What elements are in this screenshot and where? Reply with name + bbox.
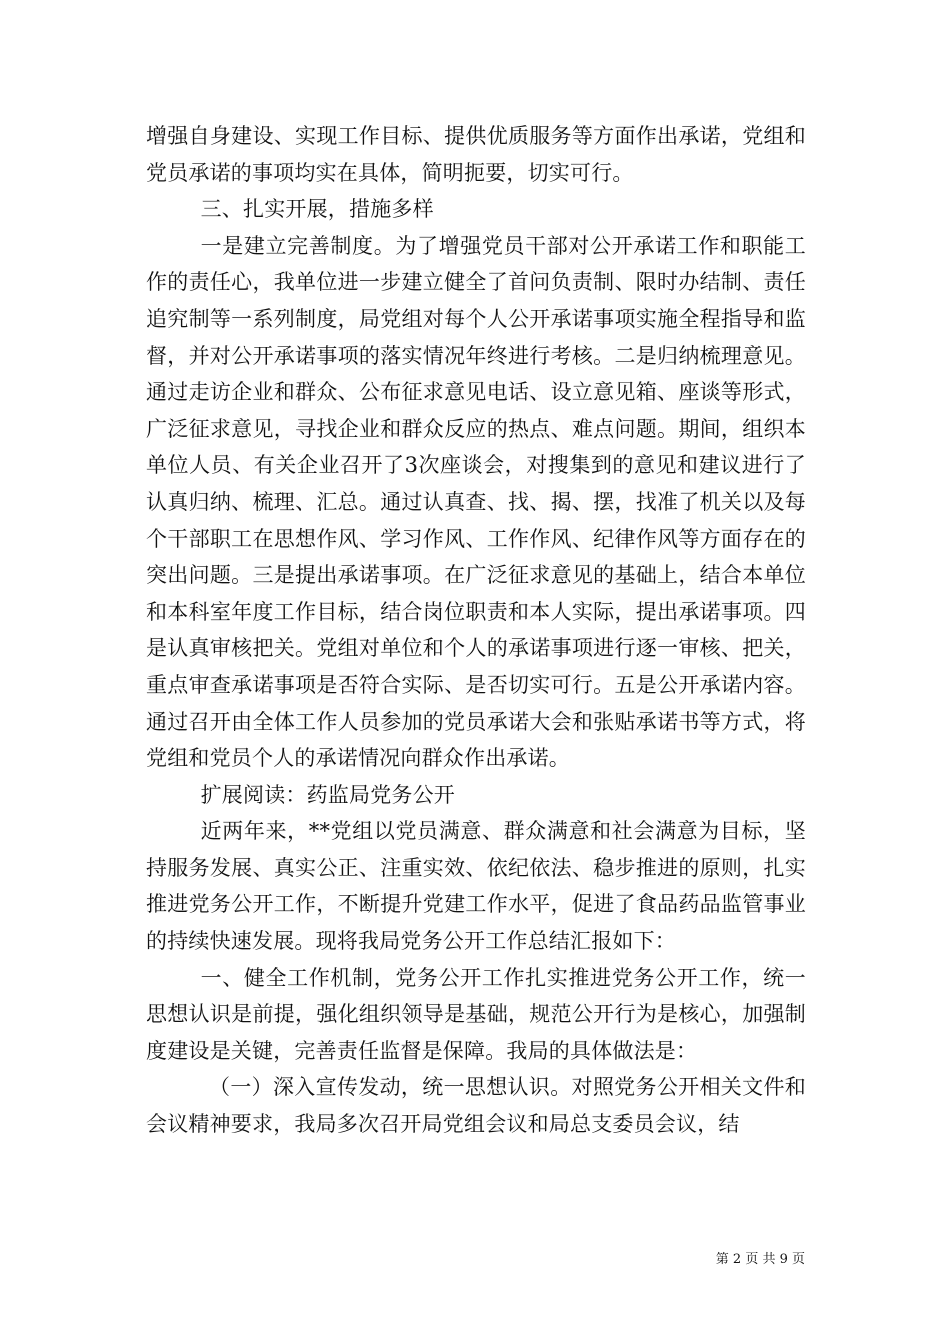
document-body bbox=[146, 118, 806, 1143]
section-heading-3: 三、扎实开展，措施多样 bbox=[200, 197, 434, 222]
paragraph-commitment-summary: 增强自身建设、实现工作目标、提供优质服务等方面作出承诺，党组和党员承诺的事项均实在具体，简明扼要，切实可行。 bbox=[146, 124, 806, 185]
paragraph-mechanism: 一、健全工作机制，党务公开工作扎实推进党务公开工作，统一思想认识是前提，强化组织领导是基础，规范公开行为是核心，加强制度建设是关键，完善责任监督是保障。我局的具体做法是： bbox=[146, 965, 806, 1063]
paragraph-measures: 一是建立完善制度。为了增强党员干部对公开承诺工作和职能工作的责任心，我单位进一步建立健全了首问负责制、限时办结制、责任追究制等一系列制度，局党组对每个人公开承诺事项实施全程指导和监督，并对公开承诺事项的落实情况年终进行考核。二是归纳梳理意见。通过走访企业和群众、公布征求意见电话、设立意见箱、座谈等形式，广泛征求意见，寻找企业和群众反应的热点、难点问题。期间，组织本单位人员、有关企业召开了3次座谈会，对搜集到的意见和建议进行了认真归纳、梳理、汇总。通过认真查、找、揭、摆，找准了机关以及每个干部职工在思想作风、学习作风、工作作风、纪律作风等方面存在的突出问题。三是提出承诺事项。在广泛征求意见的基础上，结合本单位和本科室年度工作目标，结合岗位职责和本人实际，提出承诺事项。四是认真审核把关。党组对单位和个人的承诺事项进行逐一审核、把关，重点审查承诺事项是否符合实际、是否切实可行。五是公开承诺内容。通过召开由全体工作人员参加的党员承诺大会和张贴承诺书等方式，将党组和党员个人的承诺情况向群众作出承诺。 bbox=[146, 233, 806, 771]
page-number: 第 2 页 共 9 页 bbox=[715, 1252, 805, 1267]
extended-reading-heading: 扩展阅读：药监局党务公开 bbox=[200, 782, 455, 807]
paragraph-intro: 近两年来，**党组以党员满意、群众满意和社会满意为目标，坚持服务发展、真实公正、注重实效、依纪依法、稳步推进的原则，扎实推进党务公开工作，不断提升党建工作水平，促进了食品药品监管事业的持续快速发展。现将我局党务公开工作总结汇报如下： bbox=[146, 819, 806, 954]
paragraph-publicity: （一）深入宣传发动，统一思想认识。对照党务公开相关文件和会议精神要求，我局多次召开局党组会议和局总支委员会议，结 bbox=[146, 1075, 806, 1137]
